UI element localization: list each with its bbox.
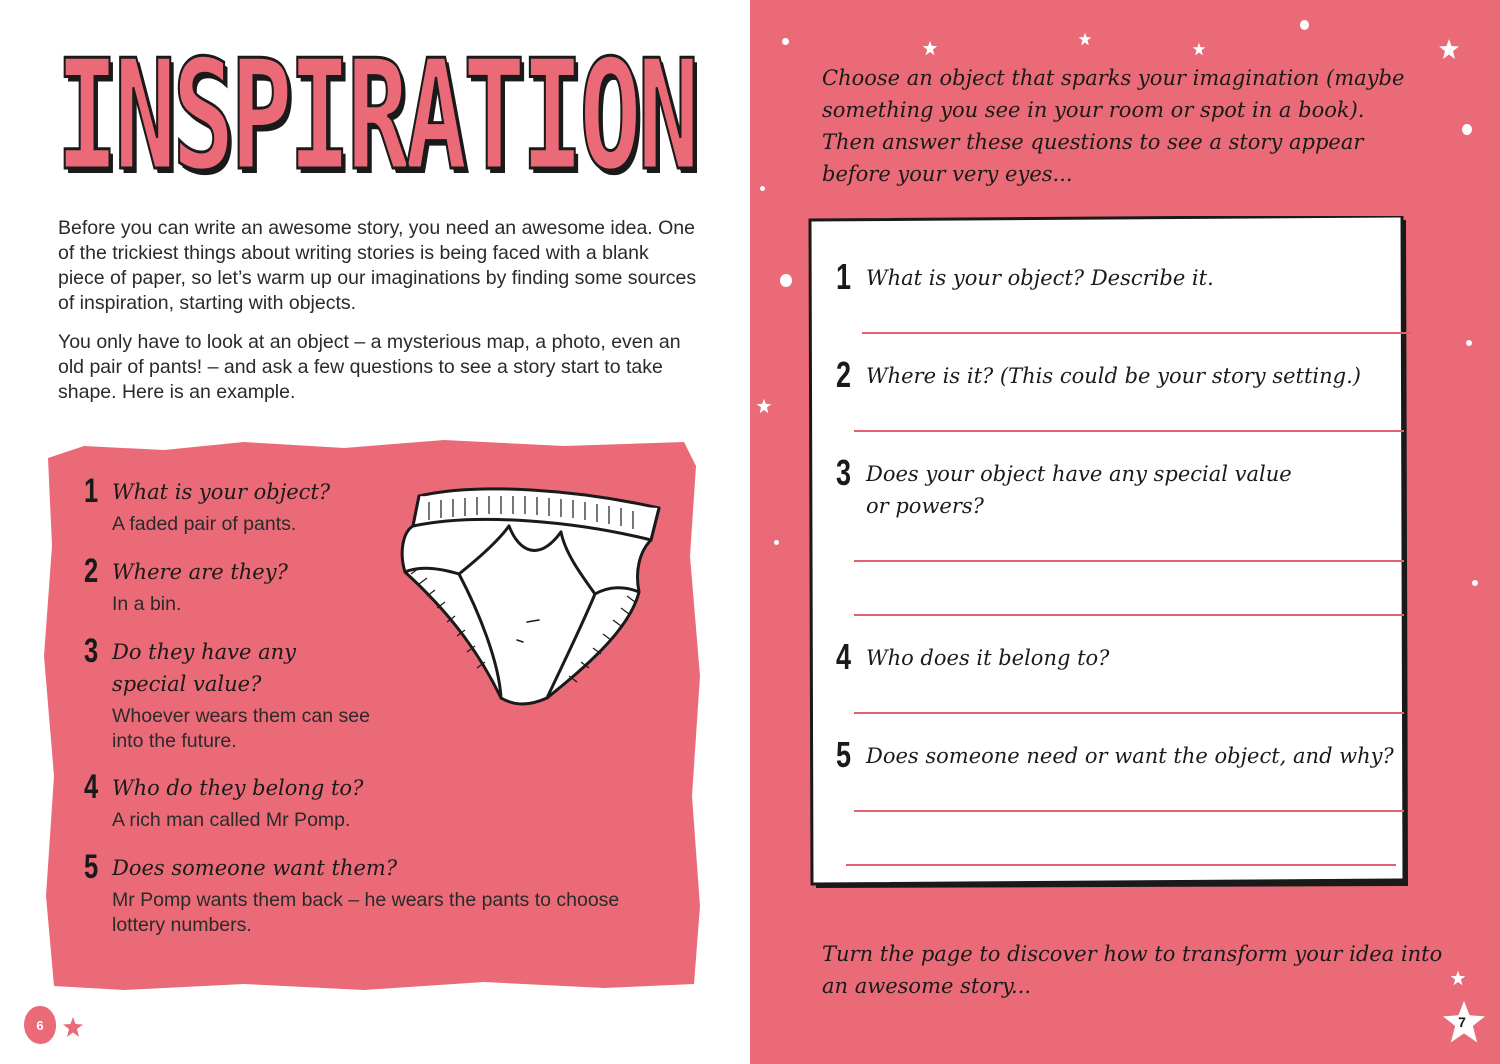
question-text: Does someone need or want the object, and why? xyxy=(866,744,1394,768)
question-number: 1 xyxy=(836,256,852,297)
dot-decoration xyxy=(1300,20,1309,30)
star-icon xyxy=(1192,42,1206,56)
star-icon xyxy=(1438,38,1460,60)
example-question: Where are they? xyxy=(112,560,288,584)
intro-paragraph-2: You only have to look at an object – a mysterious map, a photo, even an old pair of pants! – and ask a few questions to see a story start to take shape. Here is an example. xyxy=(58,331,681,403)
answer-line[interactable] xyxy=(854,560,1404,562)
star-icon xyxy=(1078,32,1092,46)
questions-card xyxy=(808,216,1412,892)
star-icon xyxy=(756,398,772,414)
dot-decoration xyxy=(1462,124,1472,135)
example-number: 2 xyxy=(84,552,99,590)
dot-decoration xyxy=(1472,580,1478,586)
question-number: 4 xyxy=(836,636,852,677)
answer-line[interactable] xyxy=(862,332,1412,334)
answer-line[interactable] xyxy=(854,614,1404,616)
example-question: Does someone want them? xyxy=(112,856,398,880)
answer-line[interactable] xyxy=(854,810,1404,812)
right-page xyxy=(750,0,1500,1064)
page-number-left: 6 xyxy=(24,1006,56,1044)
example-question: Who do they belong to? xyxy=(112,776,364,800)
dot-decoration xyxy=(782,38,789,45)
intro-paragraph-1: Before you can write an awesome story, you need an awesome idea. One of the trickiest things about writing stories is being faced with a blank piece of paper, so let’s warm up our imaginations by finding some sources of inspiration, starting with objects. xyxy=(58,217,697,314)
example-number: 3 xyxy=(84,632,99,670)
answer-line[interactable] xyxy=(854,430,1404,432)
example-answer: In a bin. xyxy=(112,593,182,615)
example-answer: A faded pair of pants. xyxy=(112,513,297,535)
page-number-label: 7 xyxy=(1458,1014,1466,1030)
star-icon xyxy=(922,40,938,56)
right-intro-text: Choose an object that sparks your imagination (maybe something you see in your room or spot in a book). Then answer these questions to see a story appear before your very eyes... xyxy=(822,66,1405,186)
question-text: What is your object? Describe it. xyxy=(866,266,1214,290)
questions-card-background xyxy=(808,216,1412,892)
right-outro-text: Turn the page to discover how to transform your idea into an awesome story... xyxy=(822,942,1443,998)
example-number: 4 xyxy=(84,768,99,806)
example-answer: A rich man called Mr Pomp. xyxy=(112,809,351,831)
star-icon xyxy=(62,1016,84,1038)
example-answer: Whoever wears them can see into the future. xyxy=(112,705,370,752)
page-title: INSPIRATION xyxy=(56,27,696,204)
dot-decoration xyxy=(774,540,779,545)
question-text: Who does it belong to? xyxy=(866,646,1110,670)
example-answer: Mr Pomp wants them back – he wears the pants to choose lottery numbers. xyxy=(112,889,620,936)
example-number: 1 xyxy=(84,472,99,510)
page-number-right xyxy=(1442,1000,1486,1044)
answer-line[interactable] xyxy=(854,712,1404,714)
example-question: What is your object? xyxy=(112,480,331,504)
question-text: Does your object have any special value or powers? xyxy=(866,462,1292,518)
pants-illustration xyxy=(389,462,674,712)
example-box xyxy=(44,436,704,994)
intro-text xyxy=(58,216,698,419)
example-question: Do they have any special value? xyxy=(112,640,297,696)
question-text: Where is it? (This could be your story setting.) xyxy=(866,364,1361,388)
dot-decoration xyxy=(760,186,765,191)
dot-decoration xyxy=(780,274,792,287)
question-number: 3 xyxy=(836,452,852,493)
example-number: 5 xyxy=(84,848,99,886)
dot-decoration xyxy=(1466,340,1472,346)
answer-line[interactable] xyxy=(846,864,1396,866)
question-number: 5 xyxy=(836,734,852,775)
question-number: 2 xyxy=(836,354,852,395)
